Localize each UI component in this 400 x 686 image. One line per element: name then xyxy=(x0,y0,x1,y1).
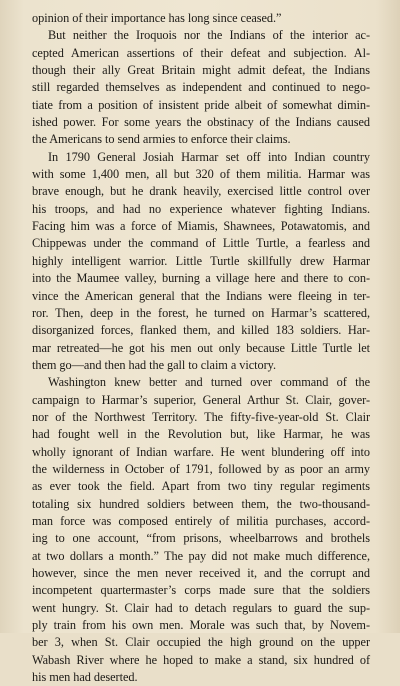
text-line: mar retreated—he got his men out only because Little Turtle let xyxy=(32,340,370,355)
text-line: still regarded themselves as independent and continued to nego- xyxy=(32,80,370,95)
text-line: had fought well in the Revolution but, like Harmar, he was xyxy=(32,427,370,442)
text-line: opinion of their importance has long since ceased.” xyxy=(32,11,282,25)
text-line: into the Maumee valley, burning a village here and there to con- xyxy=(32,271,370,286)
text-line: though their ally Great Britain might admit defeat, the Indians xyxy=(32,63,370,78)
text-line: however, since the men never received it, and the corrupt and xyxy=(32,566,370,580)
text-line: ror. Then, deep in the forest, he turned on Harmar’s scattered, xyxy=(32,305,370,320)
paragraph-2 xyxy=(32,27,370,148)
text-line: tiate from a position of insistent pride albeit of somewhat dimin- xyxy=(32,97,370,112)
text-line: incompetent quartermaster’s corps made sure that the soldiers xyxy=(32,583,370,598)
text-line: wholly ignorant of Indian warfare. He went blundering off into xyxy=(32,444,370,459)
text-line: with some 1,400 men, all but 320 of them militia. Harmar was xyxy=(32,167,370,182)
paragraph-1 xyxy=(32,10,370,27)
text-line: disorganized forces, flanked them, and killed 183 soldiers. Har- xyxy=(32,323,370,338)
paragraph-4 xyxy=(32,374,370,686)
text-line: Chippewas under the command of Little Turtle, a fearless and xyxy=(32,236,370,251)
text-line: Washington knew better and turned over command of the xyxy=(48,375,370,390)
paragraph-3 xyxy=(32,149,370,374)
text-line: nor of the Northwest Territory. The fifty-five-year-old St. Clair xyxy=(32,409,370,424)
text-line: man force was composed entirely of militia purchases, accord- xyxy=(32,513,370,528)
text-line: In 1790 General Josiah Harmar set off into Indian country xyxy=(48,149,370,164)
text-line: ished power. For some years the obstinacy of the Indians caused xyxy=(32,115,370,130)
text-line: went hungry. St. Clair had to detach regulars to guard the sup- xyxy=(32,600,370,615)
text-line: the wilderness in October of 1791, followed by as poor an army xyxy=(32,461,370,476)
page-text xyxy=(32,10,370,686)
text-line: at two dollars a month.” The pay did not make much difference, xyxy=(32,548,370,563)
text-line: Wabash River where he hoped to make a stand, six hundred of xyxy=(32,652,370,667)
text-line: ing to one account, “from prisons, wheelbarrows and brothels xyxy=(32,531,370,546)
text-line: as ever took the field. Apart from two tiny regular regiments xyxy=(32,479,370,494)
text-line: But neither the Iroquois nor the Indians of the interior ac- xyxy=(48,28,370,43)
text-line: cepted American assertions of their defeat and subjection. Al- xyxy=(32,45,370,60)
text-line: them go—and then had the gall to claim a victory. xyxy=(32,357,276,372)
text-line: vince the American general that the Indians were fleeing in ter- xyxy=(32,288,370,303)
text-line: ber 3, when St. Clair occupied the high ground on the upper xyxy=(32,635,370,650)
text-line: Facing him was a force of Miamis, Shawnees, Potawatomis, and xyxy=(32,219,370,234)
text-line: the Americans to send armies to enforce their claims. xyxy=(32,132,291,147)
text-line: brave enough, but he drank heavily, exercised little control over xyxy=(32,184,370,199)
text-line: highly intelligent warrior. Little Turtle skillfully drew Harmar xyxy=(32,253,370,268)
text-line: his men had deserted. xyxy=(32,670,138,685)
text-line: campaign to Harmar’s superior, General Arthur St. Clair, gover- xyxy=(32,392,370,407)
text-line: totaling six hundred soldiers between them, the two-thousand- xyxy=(32,496,370,511)
text-line: ply train from his own men. Morale was such that, by Novem- xyxy=(32,618,370,633)
text-line: his troops, and had no experience whatever fighting Indians. xyxy=(32,201,370,216)
